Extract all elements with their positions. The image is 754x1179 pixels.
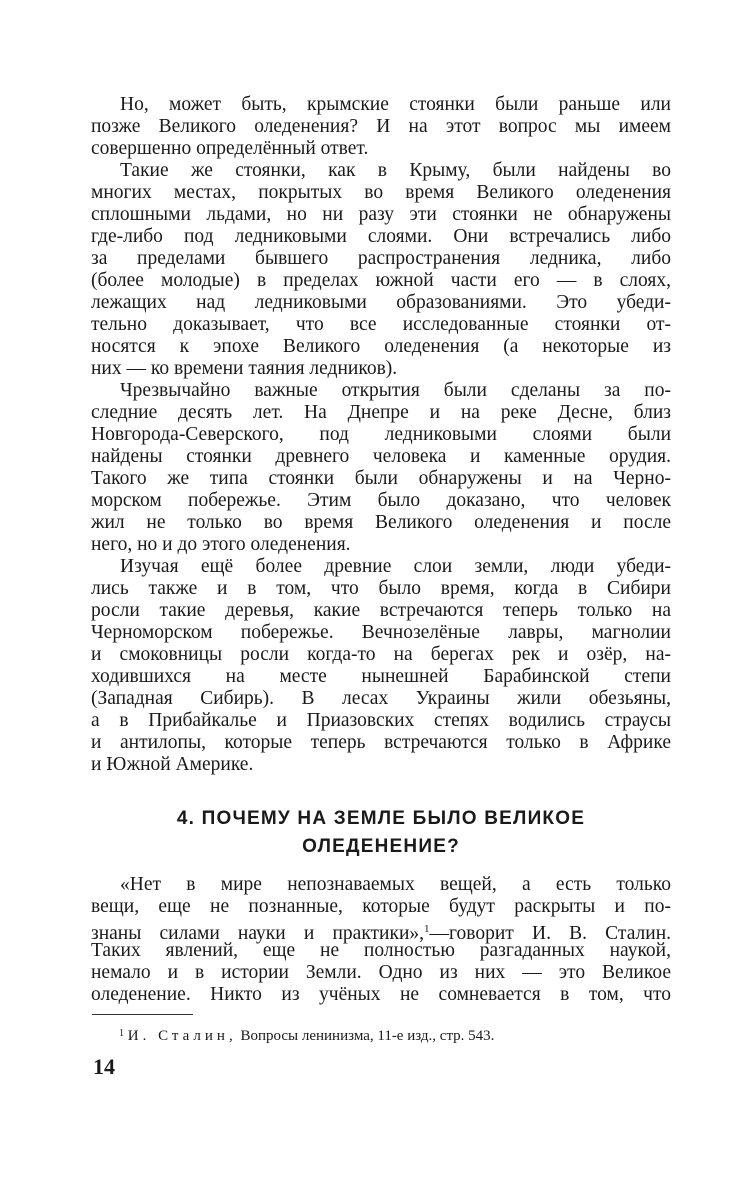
text-line: где-либо под ледниковыми слоями. Они встречались либо xyxy=(91,226,671,247)
text-line: совершенно определённый ответ. xyxy=(91,138,369,159)
text-line: Новгорода-Северского, под ледниковыми слоями были xyxy=(91,424,671,445)
text-line: и антилопы, которые теперь встречаются только в Африке xyxy=(91,732,671,753)
section-heading-line-2: ОЛЕДЕНЕНИЕ? xyxy=(302,836,460,857)
text-fragment: —говорит И. В. Сталин. xyxy=(429,923,671,944)
section-heading-line-1: 4. ПОЧЕМУ НА ЗЕМЛЕ БЫЛО ВЕЛИКОЕ xyxy=(176,808,586,829)
text-line: немало и в истории Земли. Одно из них — это Великое xyxy=(91,962,671,983)
text-line: «Нет в мире непознаваемых вещей, а есть только xyxy=(120,874,671,895)
text-line: тельно доказывает, что все исследованные стоянки от- xyxy=(91,314,671,335)
text-line: сплошными льдами, но ни разу эти стоянки не обнаружены xyxy=(91,204,671,225)
text-line: носятся к эпохе Великого оледенения (а некоторые из xyxy=(91,336,671,357)
text-line: многих местах, покрытых во время Великого оледенения xyxy=(91,182,671,203)
text-line: Такие же стоянки, как в Крыму, были найдены во xyxy=(120,160,671,181)
text-line: Такого же типа стоянки были обнаружены и на Черно- xyxy=(91,468,671,489)
footnote-text: Вопросы ленинизма, 11-е изд., стр. 543. xyxy=(240,1028,495,1044)
footnote-author: И. Сталин, xyxy=(127,1028,237,1044)
text-line: (более молодые) в пределах южной части его — в слоях, xyxy=(91,270,671,291)
page-number: 14 xyxy=(93,1054,115,1079)
text-line: Чрезвычайно важные открытия были сделаны за по- xyxy=(120,380,671,401)
text-line: росли такие деревья, какие встречаются теперь только на xyxy=(91,600,671,621)
text-line: Черноморском побережье. Вечнозелёные лавры, магнолии xyxy=(91,622,671,643)
text-line: лежащих над ледниковыми образованиями. Это убеди- xyxy=(91,292,671,313)
footnote-divider xyxy=(92,1014,193,1015)
footnote-mark: 1 xyxy=(119,1028,124,1039)
text-line: и Южной Америке. xyxy=(91,754,254,775)
text-line: за пределами бывшего распространения ледника, либо xyxy=(91,248,671,269)
text-line: и смоковницы росли когда-то на берегах рек и озёр, на- xyxy=(91,644,671,665)
text-line: лись также и в том, что было время, когда в Сибири xyxy=(91,578,671,599)
text-line: Но, может быть, крымские стоянки были раньше или xyxy=(120,94,671,115)
text-line: Таких явлений, еще не полностью разгаданных наукой, xyxy=(91,940,671,961)
text-line: ходившихся на месте нынешней Барабинской степи xyxy=(91,666,671,687)
text-line: жил не только во время Великого оледенения и после xyxy=(91,512,671,533)
text-line: них — ко времени таяния ледников). xyxy=(91,358,398,379)
text-line: морском побережье. Этим было доказано, что человек xyxy=(91,490,671,511)
footnote-reference[interactable]: 1 xyxy=(424,923,430,935)
text-line: (Западная Сибирь). В лесах Украины жили обезьяны, xyxy=(91,688,671,709)
text-line: а в Прибайкалье и Приазовских степях водились страусы xyxy=(91,710,671,731)
text-fragment: знаны силами науки и практики», xyxy=(91,923,425,944)
footnote xyxy=(119,1024,494,1046)
text-line: него, но и до этого оледенения. xyxy=(91,534,351,555)
text-line: позже Великого оледенения? И на этот вопрос мы имеем xyxy=(91,116,671,137)
text-line: Изучая ещё более древние слои земли, люди убеди- xyxy=(120,556,671,577)
text-line: найдены стоянки древнего человека и каменные орудия. xyxy=(91,446,671,467)
text-line: вещи, еще не познанные, которые будут раскрыты и по- xyxy=(91,896,671,917)
text-line: следние десять лет. На Днепре и на реке Десне, близ xyxy=(91,402,671,423)
text-line: оледенение. Никто из учёных не сомневается в том, что xyxy=(91,984,671,1005)
